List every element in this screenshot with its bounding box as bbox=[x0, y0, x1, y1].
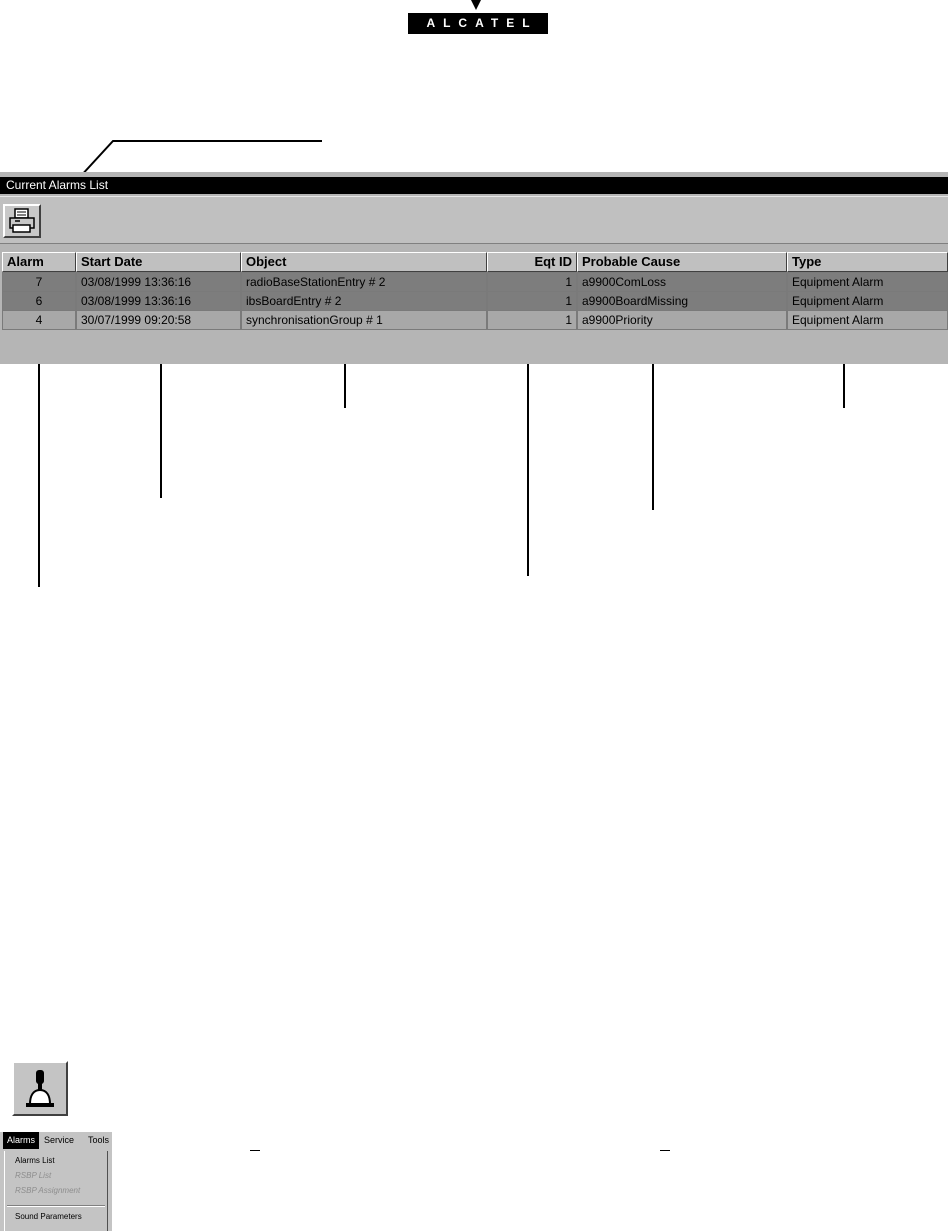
menu-tools[interactable]: Tools bbox=[88, 1135, 110, 1145]
alarm-callout-line bbox=[38, 340, 40, 587]
alarms-dropdown bbox=[4, 1151, 108, 1231]
underline-mark bbox=[660, 1150, 670, 1151]
eqt-id-callout-line bbox=[527, 340, 529, 576]
cell-alarm: 4 bbox=[2, 310, 76, 330]
bell-icon bbox=[22, 1068, 58, 1110]
menu-bar bbox=[0, 1132, 112, 1149]
menu-item-rsbp-list: RSBP List bbox=[15, 1171, 52, 1180]
cell-start-date: 03/08/1999 13:36:16 bbox=[76, 272, 241, 292]
cell-object: synchronisationGroup # 1 bbox=[241, 310, 487, 330]
cell-alarm: 7 bbox=[2, 272, 76, 292]
cell-type: Equipment Alarm bbox=[787, 310, 948, 330]
cell-object: ibsBoardEntry # 2 bbox=[241, 291, 487, 311]
toolbar bbox=[0, 196, 948, 244]
cell-start-date: 30/07/1999 09:20:58 bbox=[76, 310, 241, 330]
menu-alarms[interactable]: Alarms bbox=[3, 1132, 39, 1149]
menu-item-sound-parameters[interactable]: Sound Parameters bbox=[15, 1212, 82, 1221]
printer-icon bbox=[8, 208, 36, 234]
menu-separator bbox=[7, 1205, 105, 1207]
cell-probable-cause: a9900Priority bbox=[577, 310, 787, 330]
window-title: Current Alarms List bbox=[0, 177, 948, 194]
column-header-object[interactable]: Object bbox=[241, 252, 487, 272]
menu-item-alarms-list[interactable]: Alarms List bbox=[15, 1156, 55, 1165]
cell-probable-cause: a9900BoardMissing bbox=[577, 291, 787, 311]
alarm-bell-button[interactable] bbox=[12, 1061, 68, 1116]
underline-mark bbox=[250, 1150, 260, 1151]
column-header-type[interactable]: Type bbox=[787, 252, 948, 272]
cell-eqt-id: 1 bbox=[487, 291, 577, 311]
cell-object: radioBaseStationEntry # 2 bbox=[241, 272, 487, 292]
column-header-alarm[interactable]: Alarm bbox=[2, 252, 76, 272]
cell-eqt-id: 1 bbox=[487, 310, 577, 330]
column-header-eqt-id[interactable]: Eqt ID bbox=[487, 252, 577, 272]
cell-probable-cause: a9900ComLoss bbox=[577, 272, 787, 292]
alarms-menu bbox=[0, 1132, 112, 1231]
cell-start-date: 03/08/1999 13:36:16 bbox=[76, 291, 241, 311]
menu-service[interactable]: Service bbox=[44, 1135, 75, 1145]
column-header-probable-cause[interactable]: Probable Cause bbox=[577, 252, 787, 272]
cell-type: Equipment Alarm bbox=[787, 272, 948, 292]
current-alarms-window bbox=[0, 172, 948, 364]
probable-cause-callout-line bbox=[652, 340, 654, 510]
cell-alarm: 6 bbox=[2, 291, 76, 311]
cell-eqt-id: 1 bbox=[487, 272, 577, 292]
cell-type: Equipment Alarm bbox=[787, 291, 948, 311]
logo-text: ALCATEL bbox=[426, 16, 538, 30]
column-header-start-date[interactable]: Start Date bbox=[76, 252, 241, 272]
menu-item-rsbp-assignment: RSBP Assignment bbox=[15, 1186, 81, 1195]
print-button[interactable] bbox=[3, 204, 41, 238]
